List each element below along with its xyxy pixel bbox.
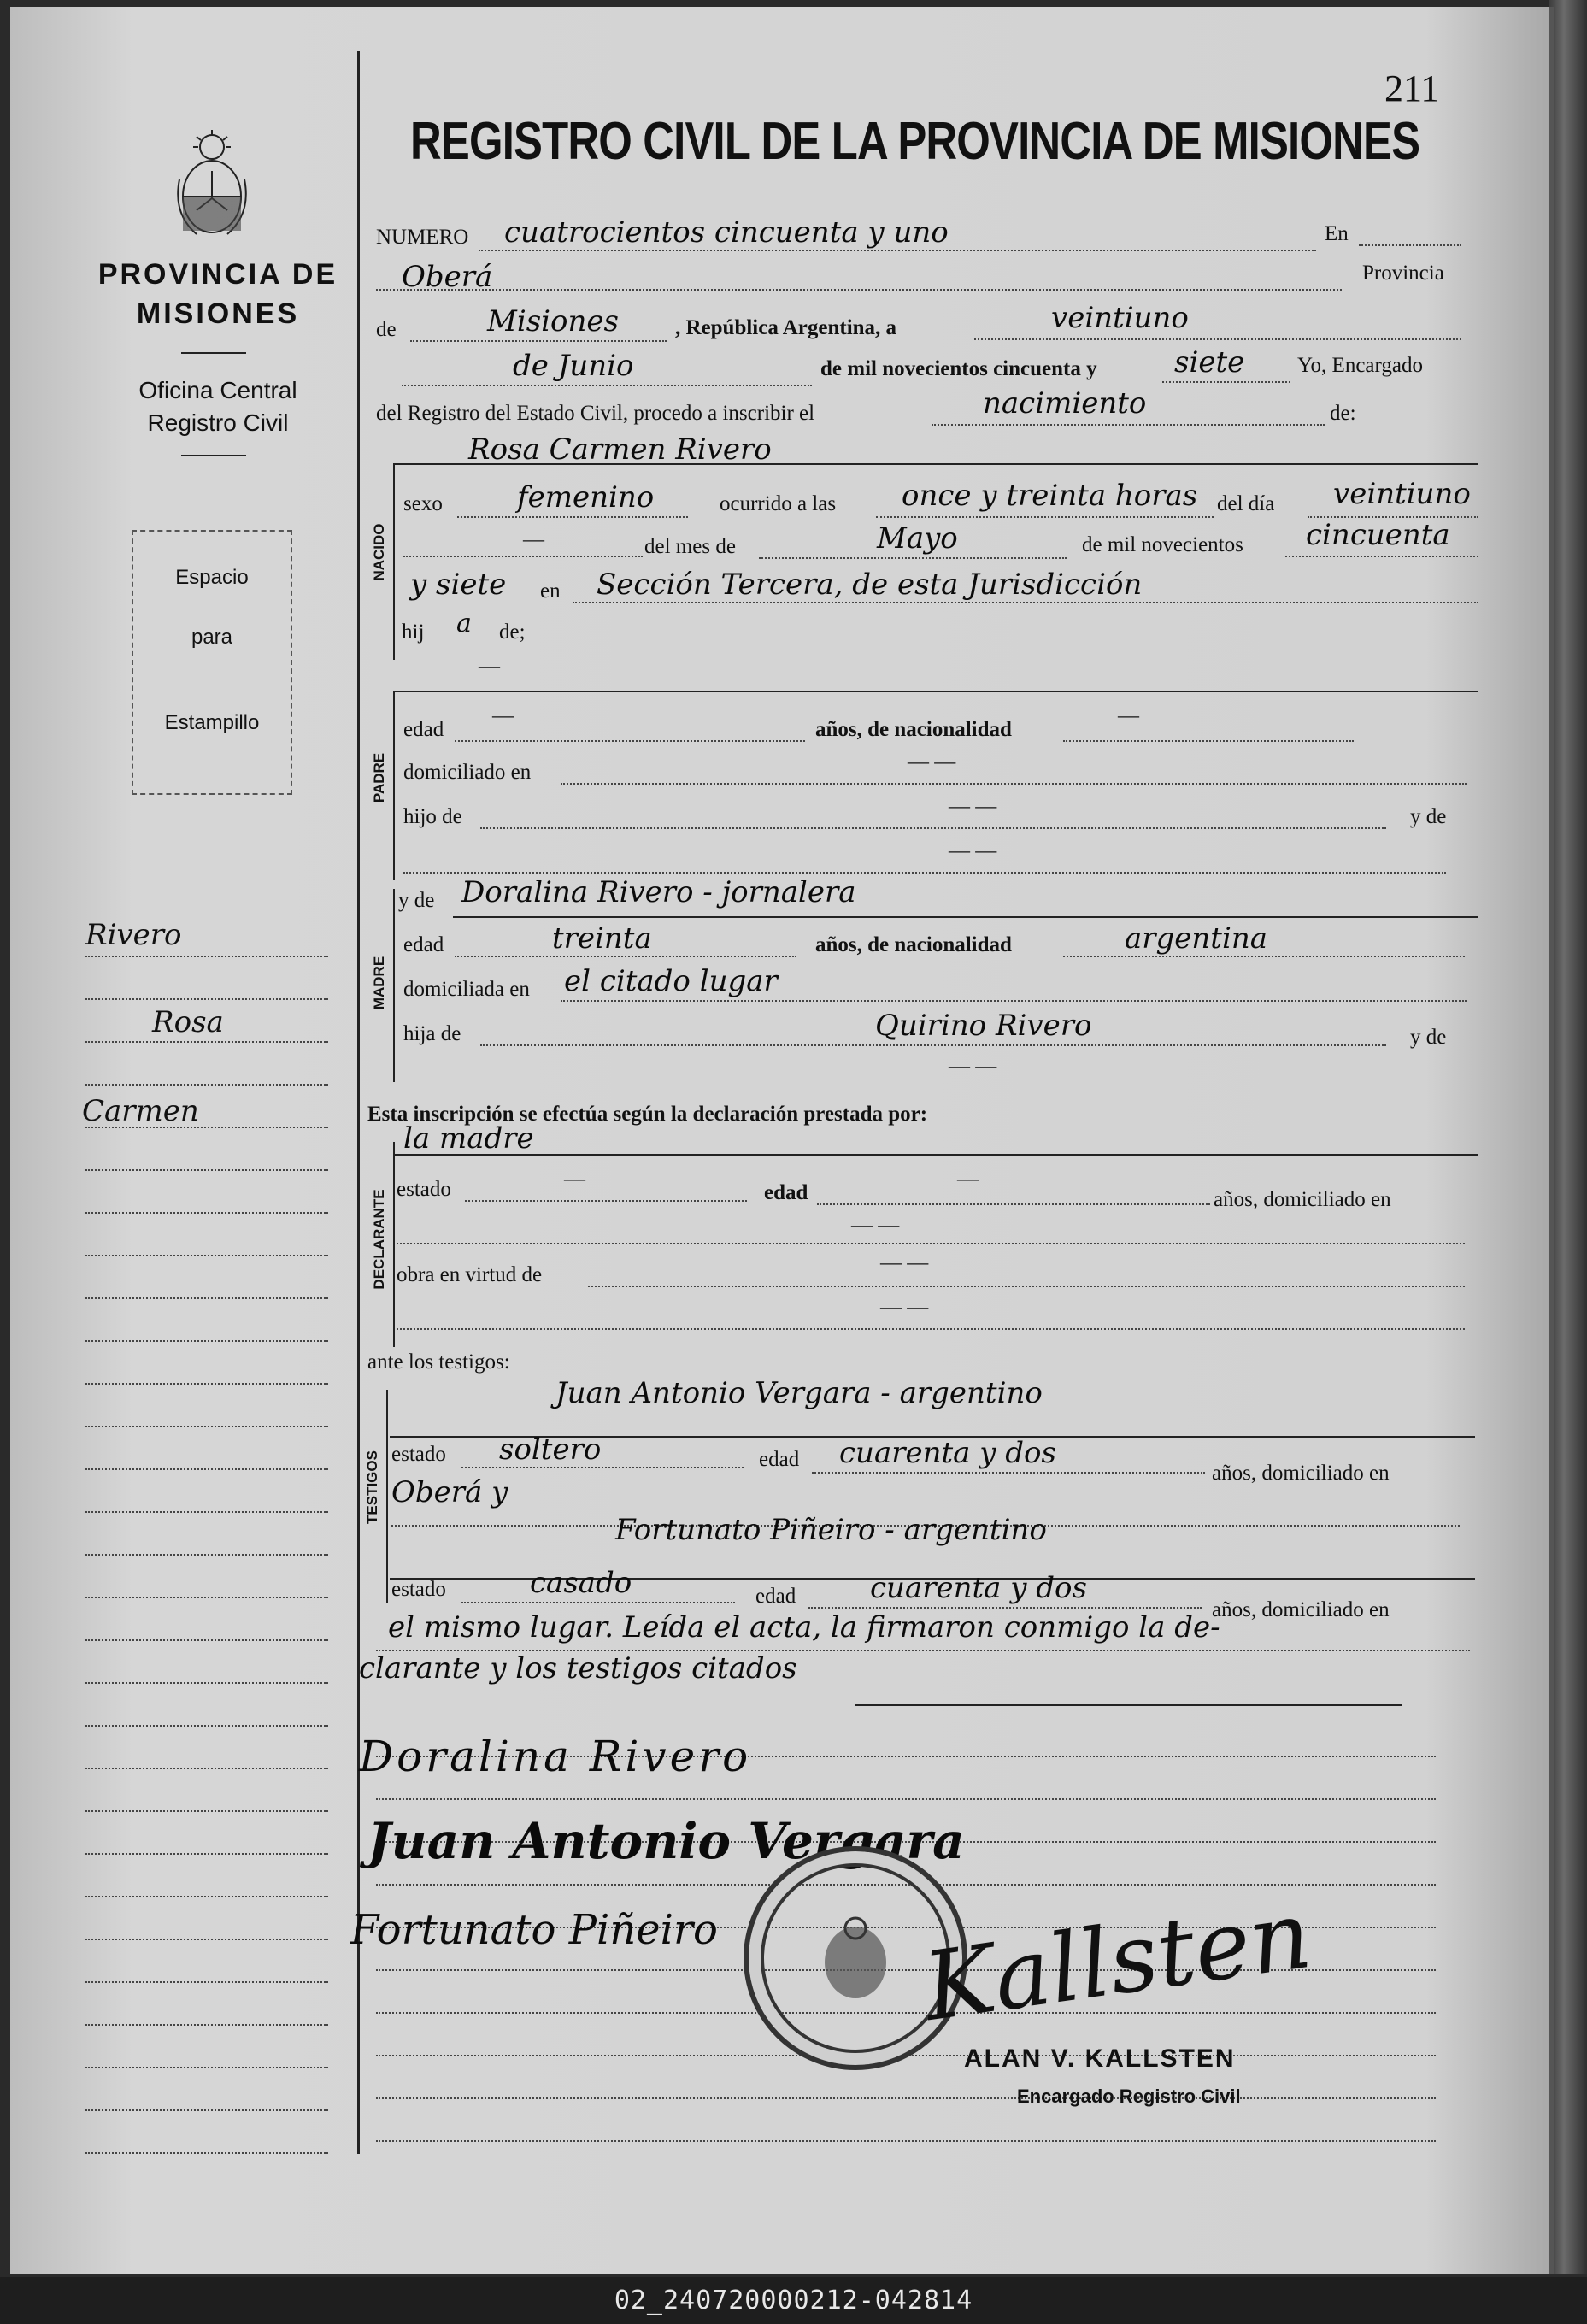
margin-ruled-line (85, 1981, 328, 1983)
margin-ruled-line (85, 1127, 328, 1128)
testigos-section-label: TESTIGOS (364, 1450, 380, 1524)
declarante-bracket (393, 1142, 395, 1347)
madre-hija-line (480, 1044, 1386, 1046)
witness2-edad-line (808, 1607, 1202, 1609)
stamp-line1: Espacio (175, 566, 249, 589)
madre-hija-label: hija de (403, 1022, 461, 1045)
padre-hijo-dash: — — (949, 795, 997, 818)
madre-bracket (393, 889, 395, 1082)
witness1-estado-line (461, 1467, 744, 1468)
act-line (932, 424, 1325, 426)
margin-ruled-line (85, 2109, 328, 2111)
province-heading-line2: MISIONES (136, 297, 300, 330)
madre-y-de-dash: — — (949, 1055, 997, 1078)
testigos-ante-label: ante los testigos: (367, 1350, 510, 1374)
birth-year-value1: cincuenta (1306, 518, 1450, 552)
declarante-name-line (393, 1154, 1478, 1156)
margin-ruled-line (85, 956, 328, 957)
madre-edad-label: edad (403, 933, 444, 956)
margin-ruled-line (85, 1597, 328, 1598)
witness1-anos-label: años, domiciliado en (1212, 1462, 1390, 1485)
declarante-domicilio-line (397, 1243, 1465, 1244)
margin-surname: Rivero (85, 918, 182, 952)
margin-ruled-line (85, 1853, 328, 1855)
hij-dash: — (479, 655, 500, 678)
margin-ruled-line (85, 1468, 328, 1470)
margin-ruled-line (85, 2067, 328, 2068)
closing-line2-rule (855, 1704, 1402, 1706)
witness2-edad-value: cuarenta y dos (870, 1571, 1087, 1605)
padre-section-label: PADRE (371, 752, 387, 803)
left-margin-divider (357, 51, 360, 2154)
signature-ruled-line (376, 1798, 1436, 1800)
margin-ruled-line (85, 1169, 328, 1171)
madre-name-line (453, 916, 1478, 918)
margin-ruled-line (85, 1340, 328, 1342)
margin-ruled-line (85, 1682, 328, 1684)
image-id-label: 02_240720000212-042814 (614, 2286, 973, 2315)
declarante-estado-dash: — (564, 1168, 585, 1191)
margin-ruled-line (85, 1255, 328, 1256)
madre-domiciliada-label: domiciliada en (403, 978, 530, 1001)
stamp-line3: Estampillo (164, 711, 260, 734)
margin-ruled-line (85, 1511, 328, 1513)
declarante-edad-line (817, 1203, 1210, 1205)
padre-hijo-line (480, 827, 1386, 829)
margin-ruled-line (85, 998, 328, 1000)
madre-section-label: MADRE (371, 956, 387, 1010)
witness2-value: Fortunato Piñeiro - argentino (615, 1513, 1047, 1547)
margin-second-name: Carmen (82, 1094, 199, 1128)
margin-ruled-line (85, 1383, 328, 1385)
official-signature: Kallsten (917, 1879, 1318, 2043)
witness2-signature: Fortunato Piñeiro (350, 1906, 718, 1954)
padre-anos-label: años, de nacionalidad (815, 718, 1012, 741)
padre-domicilio-line (561, 783, 1467, 785)
witness2-anos-label: años, domiciliado en (1212, 1598, 1390, 1621)
numero-label: NUMERO (376, 226, 469, 249)
margin-ruled-line (85, 2024, 328, 2026)
declarante-estado-line (465, 1200, 747, 1202)
province-line (410, 340, 667, 342)
margin-ruled-line (85, 1084, 328, 1086)
declarante-section-label: DECLARANTE (371, 1189, 387, 1290)
nacido-bracket (393, 463, 395, 660)
city-line (376, 289, 1342, 291)
en-place-label: en (540, 580, 561, 603)
child-name-line (393, 463, 1478, 465)
birth-day-value: veintiuno (1333, 477, 1471, 511)
left-panel-heading (77, 255, 359, 333)
month-line (402, 385, 812, 386)
sexo-value: femenino (517, 480, 655, 515)
margin-ruled-line (85, 1426, 328, 1427)
child-name-value: Rosa Carmen Rivero (468, 432, 772, 467)
witness1-edad-value: cuarenta y dos (839, 1436, 1056, 1470)
de-colon-label: de: (1330, 402, 1356, 425)
witness2-estado-line (461, 1602, 735, 1603)
padre-domiciliado-label: domiciliado en (403, 761, 532, 784)
padre-edad-line (455, 740, 805, 742)
de-label: de (376, 318, 397, 341)
witness2-estado-label: estado (391, 1578, 446, 1601)
declarante-obra-label: obra en virtud de (397, 1263, 543, 1286)
margin-ruled-line (85, 1896, 328, 1897)
hij-de-label: de; (499, 621, 526, 644)
padre-edad-label: edad (403, 718, 444, 741)
madre-hija-value: Quirino Rivero (875, 1009, 1092, 1043)
birth-year-line (1285, 556, 1478, 557)
signature-ruled-line (376, 2140, 1436, 2142)
year-label: de mil novecientos cincuenta y (820, 357, 1097, 380)
witness1-value: Juan Antonio Vergara - argentino (555, 1376, 1043, 1410)
city-value: Oberá (402, 260, 493, 294)
padre-domicilio-dash: — — (908, 750, 956, 774)
madre-y-de-label2: y de (1410, 1026, 1447, 1049)
provincia-label: Provincia (1362, 262, 1444, 285)
declarante-estado-label: estado (397, 1178, 451, 1201)
document-title: REGISTRO CIVIL DE LA PROVINCIA DE MISIONES (410, 112, 1420, 171)
declarante-edad-label: edad (764, 1181, 808, 1204)
witness2-edad-label: edad (755, 1585, 796, 1608)
ocurrido-label: ocurrido a las (720, 492, 837, 515)
birth-year-value2: y siete (410, 568, 507, 602)
margin-first-name: Rosa (152, 1005, 224, 1039)
nacido-section-label: NACIDO (371, 523, 387, 581)
province-value: Misiones (487, 304, 619, 338)
margin-ruled-line (85, 1768, 328, 1769)
declarante-edad-dash: — (957, 1168, 979, 1191)
nacido-dash: — (523, 528, 544, 551)
declarante-blank-line (397, 1328, 1465, 1330)
province-heading-line1: PROVINCIA DE (97, 258, 338, 291)
hij-value: a (456, 609, 472, 638)
madre-edad-value: treinta (552, 921, 652, 956)
padre-nac-dash: — (1118, 704, 1139, 727)
madre-domicilio-value: el citado lugar (564, 964, 778, 998)
del-mes-label: del mes de (644, 535, 736, 558)
stamp-box (132, 530, 292, 795)
madre-domicilio-line (561, 1000, 1467, 1002)
book-spine (1549, 0, 1587, 2274)
padre-y-de-line (403, 872, 1446, 874)
closing-line1: el mismo lugar. Leída el acta, la firmaron conmigo la de- (388, 1610, 1220, 1644)
left-divider (181, 352, 246, 354)
registro-label: del Registro del Estado Civil, procedo a inscribir el (376, 402, 815, 425)
padre-y-de-label: y de (1410, 805, 1447, 828)
seal-emblem-icon (808, 1911, 902, 2005)
yo-label: Yo, Encargado (1297, 354, 1423, 377)
closing-line2: clarante y los testigos citados (359, 1651, 797, 1686)
declarante-anos-label: años, domiciliado en (1214, 1188, 1391, 1211)
del-dia-label: del día (1217, 492, 1275, 515)
blank-line-1 (403, 556, 643, 557)
witness1-domicilio-value: Oberá y (391, 1475, 508, 1509)
margin-ruled-line (85, 1810, 328, 1812)
hij-label: hij (402, 621, 425, 644)
declarante-obra-line (588, 1286, 1465, 1287)
month-value: de Junio (513, 349, 634, 383)
madre-name-value: Doralina Rivero - jornalera (461, 875, 856, 909)
madre-nac-line (1063, 956, 1465, 957)
left-divider-2 (181, 455, 246, 456)
declarante-signature: Doralina Rivero (359, 1732, 752, 1781)
margin-ruled-line (85, 1939, 328, 1940)
official-name: ALAN V. KALLSTEN (964, 2045, 1236, 2073)
margin-ruled-line (85, 1639, 328, 1641)
hour-value: once y treinta horas (902, 479, 1198, 513)
margin-ruled-line (85, 1041, 328, 1043)
numero-line (479, 250, 1316, 251)
place-line (573, 602, 1478, 603)
declarante-intro-label: Esta inscripción se efectúa según la declaración prestada por: (367, 1103, 928, 1126)
signature-ruled-line (376, 2097, 1436, 2099)
testigos-bracket (386, 1390, 388, 1603)
numero-value: cuatrocientos cincuenta y uno (504, 215, 949, 250)
madre-edad-line (455, 956, 796, 957)
witness1-signature: Juan Antonio Vergara (367, 1812, 965, 1870)
day-line (974, 338, 1461, 340)
en-label: En (1325, 222, 1349, 245)
page-number: 211 (1384, 68, 1440, 109)
witness1-edad-label: edad (759, 1448, 800, 1471)
sexo-label: sexo (403, 492, 443, 515)
madre-y-de-label: y de (398, 889, 435, 912)
declarante-domicilio-dash: — — (851, 1214, 900, 1237)
padre-top-line (393, 691, 1478, 692)
novecientos-label: de mil novecientos (1082, 533, 1243, 556)
sexo-line (457, 516, 688, 518)
office-line1: Oficina Central (138, 377, 297, 403)
day-value: veintiuno (1051, 301, 1189, 335)
coat-of-arms-icon (171, 128, 253, 244)
margin-ruled-line (85, 1554, 328, 1556)
birth-month-value: Mayo (877, 521, 958, 556)
birth-month-line (759, 557, 1067, 559)
act-value: nacimiento (983, 386, 1147, 421)
witness2-estado-value: casado (530, 1566, 632, 1600)
padre-edad-dash: — (492, 704, 514, 727)
stamp-line2: para (191, 626, 233, 649)
official-title: Encargado Registro Civil (1017, 2086, 1241, 2107)
witness1-estado-label: estado (391, 1443, 446, 1466)
declarante-obra-dash: — — (880, 1251, 929, 1274)
office-label (94, 374, 342, 439)
year-line (1162, 381, 1290, 383)
en-line (1359, 244, 1461, 246)
hour-line (876, 516, 1214, 518)
declarante-name-value: la madre (403, 1121, 534, 1156)
padre-y-de-dash: — — (949, 839, 997, 862)
padre-bracket (393, 691, 395, 880)
madre-anos-label: años, de nacionalidad (815, 933, 1012, 956)
witness1-edad-line (812, 1472, 1205, 1474)
place-value: Sección Tercera, de esta Jurisdicción (597, 568, 1143, 602)
margin-ruled-line (85, 1297, 328, 1299)
office-line2: Registro Civil (147, 409, 289, 436)
padre-nac-line (1063, 740, 1354, 742)
margin-ruled-line (85, 1212, 328, 1214)
margin-ruled-line (85, 1725, 328, 1727)
padre-hijo-label: hijo de (403, 805, 462, 828)
witness1-estado-value: soltero (499, 1433, 602, 1467)
madre-nac-value: argentina (1125, 921, 1268, 956)
margin-ruled-line (85, 2152, 328, 2154)
year-value: siete (1174, 345, 1245, 379)
declarante-blank-dash: — — (880, 1296, 929, 1319)
republica-label: , República Argentina, a (675, 316, 897, 339)
